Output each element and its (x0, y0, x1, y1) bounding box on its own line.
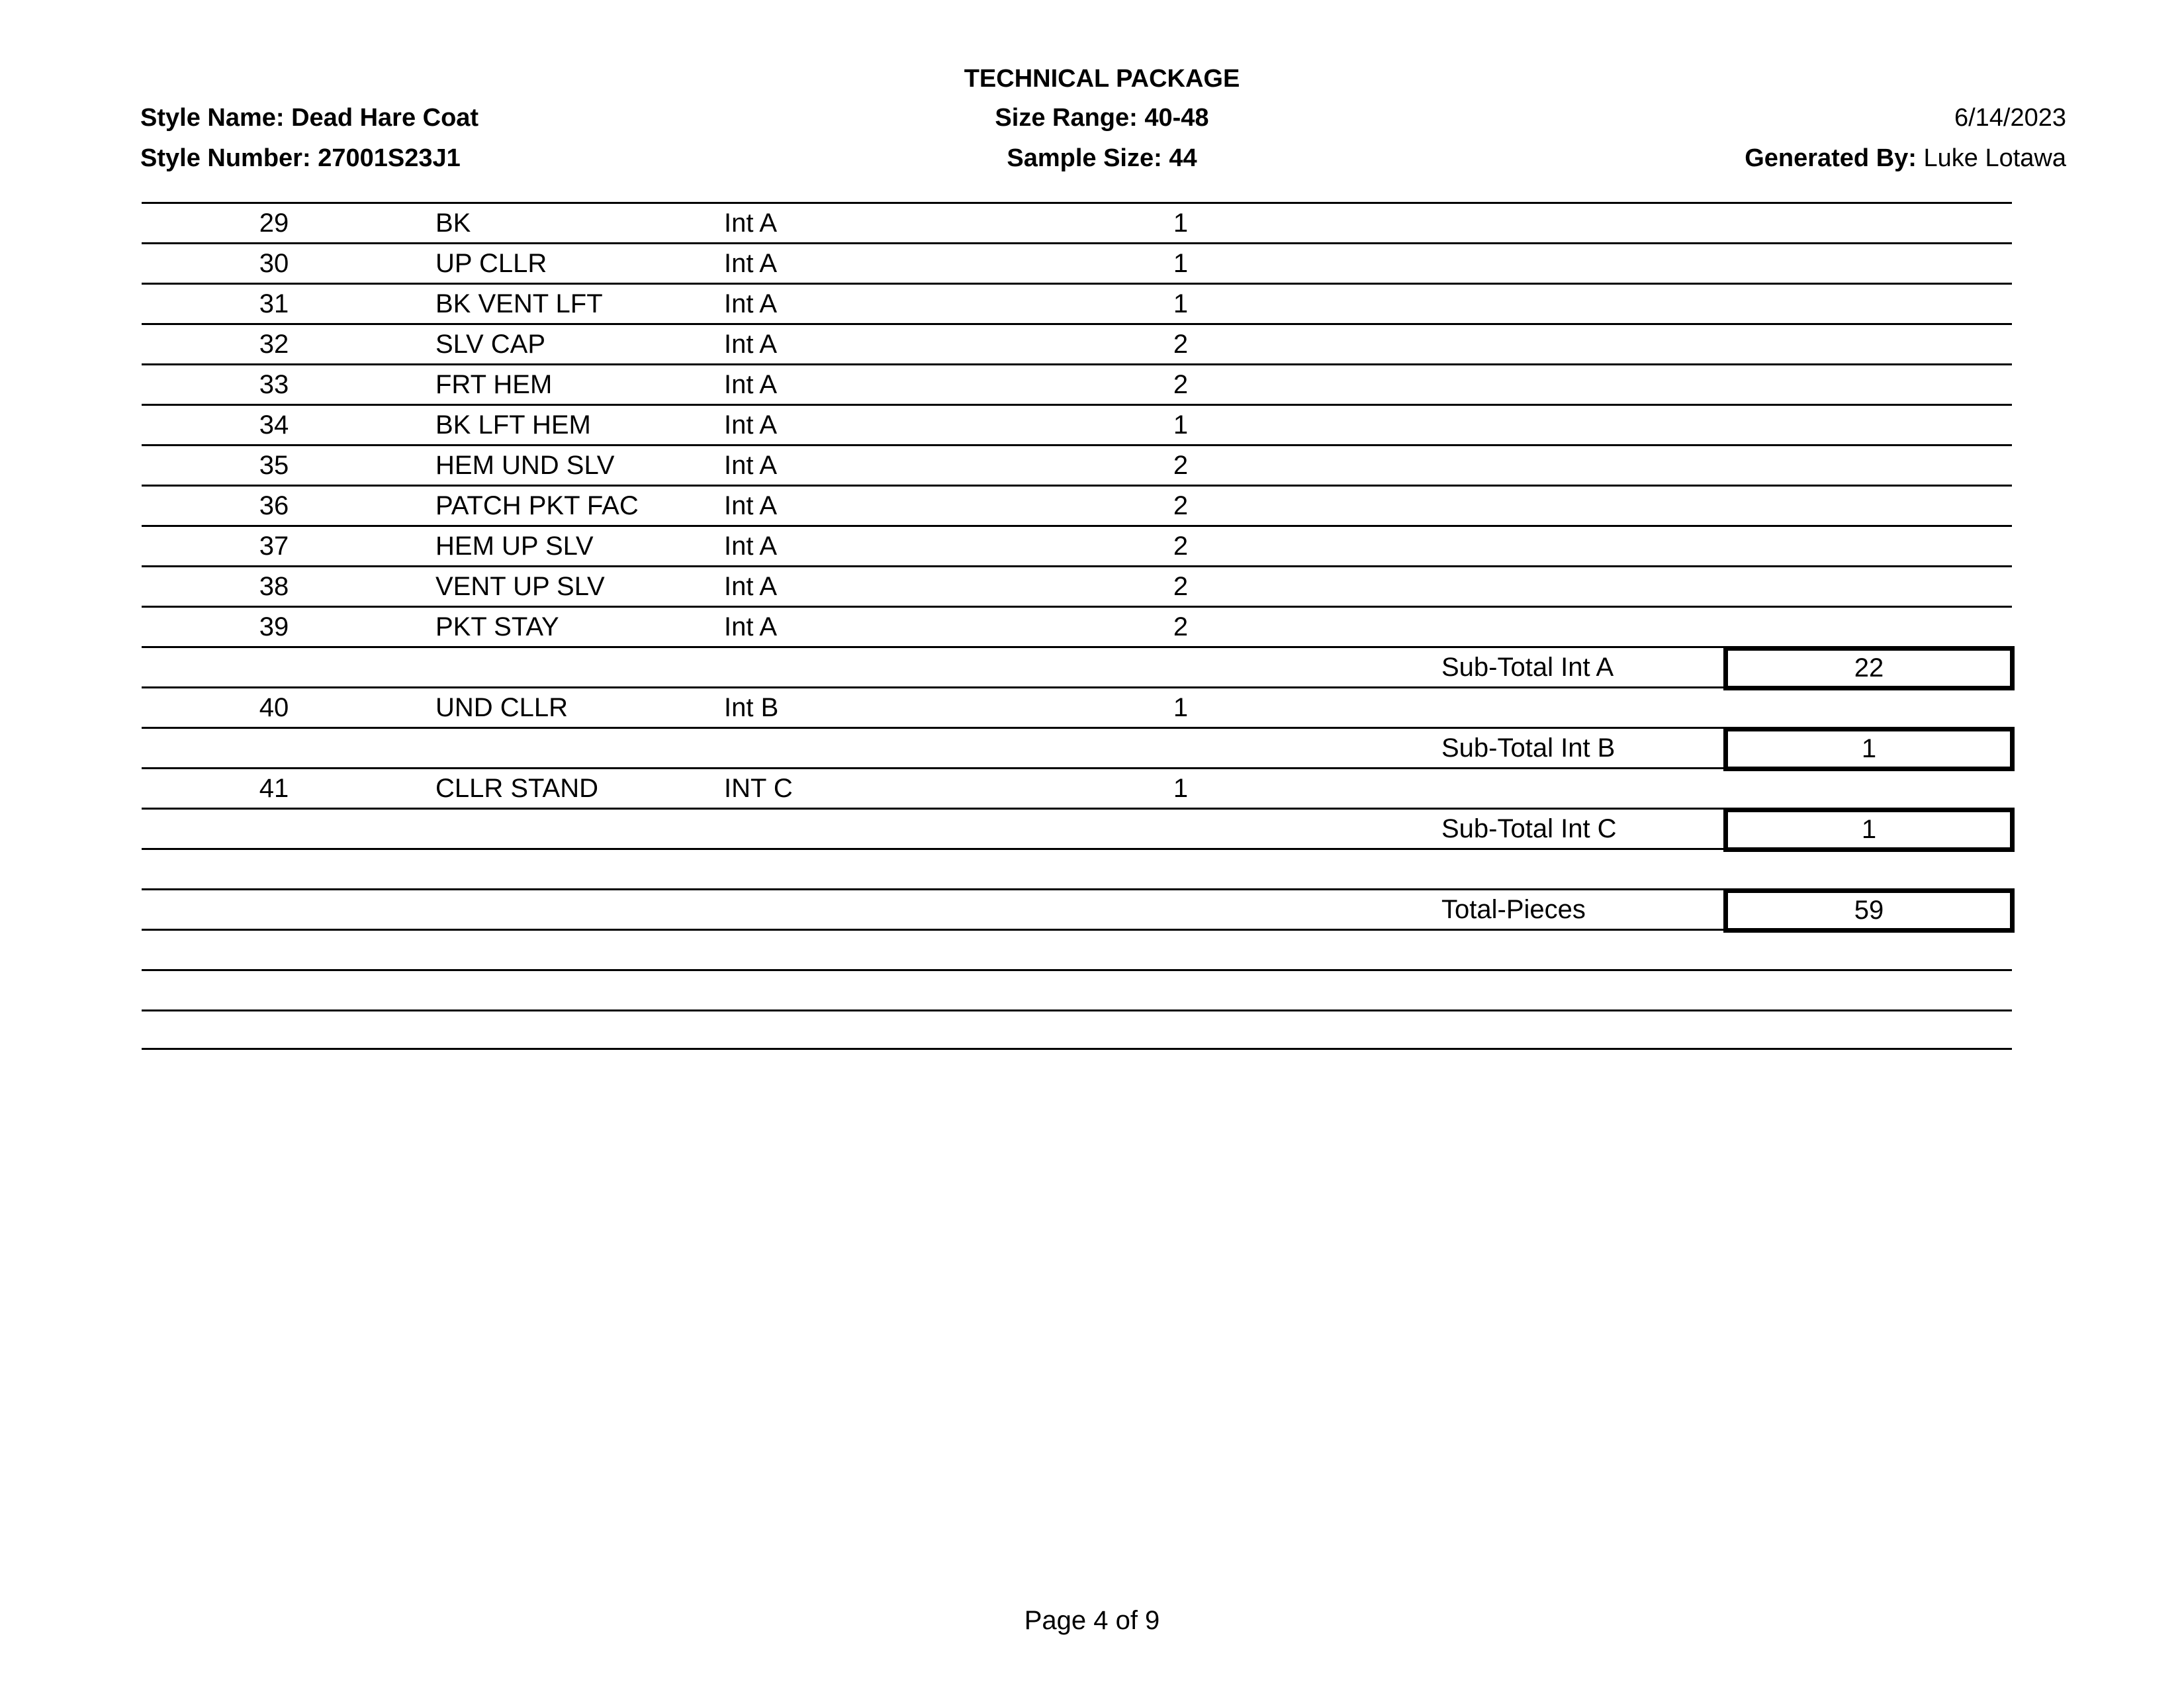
total-row (142, 888, 2012, 929)
table-row (142, 363, 2012, 404)
piece-number: 39 (259, 612, 289, 641)
generated-by-label: Generated By: (1745, 144, 1917, 172)
piece-number: 29 (259, 209, 289, 238)
sample-size-value: 44 (1169, 144, 1197, 172)
pieces-table (142, 202, 2012, 1050)
empty-row (142, 929, 2012, 969)
piece-number: 30 (259, 249, 289, 278)
table-row (142, 202, 2012, 242)
table-row (142, 242, 2012, 283)
piece-number: 34 (259, 410, 289, 440)
piece-material: Int A (724, 451, 778, 480)
piece-material: Int B (724, 693, 779, 722)
table-row (142, 283, 2012, 323)
empty-row (142, 1009, 2012, 1050)
generated-by (1745, 143, 2066, 173)
piece-quantity: 2 (1173, 612, 1189, 641)
piece-material: Int A (724, 249, 778, 278)
piece-quantity: 2 (1173, 330, 1189, 359)
piece-material: Int A (724, 289, 778, 318)
total-value-box: 59 (1723, 888, 2015, 933)
piece-name: SLV CAP (435, 330, 545, 359)
document-title: TECHNICAL PACKAGE (964, 65, 1240, 93)
subtotal-value-box: 22 (1723, 646, 2015, 690)
table-row (142, 525, 2012, 565)
piece-material: Int A (724, 612, 778, 641)
piece-name: UP CLLR (435, 249, 547, 278)
table-row (142, 323, 2012, 363)
style-number-value: 27001S23J1 (318, 144, 461, 172)
piece-quantity: 2 (1173, 532, 1189, 561)
piece-material: Int A (724, 572, 778, 601)
piece-quantity: 2 (1173, 451, 1189, 480)
table-row (142, 485, 2012, 525)
subtotal-label: Sub-Total Int C (1441, 814, 1617, 843)
piece-material: INT C (724, 774, 793, 803)
style-name (140, 103, 478, 133)
sample-size-label: Sample Size: (1007, 144, 1162, 172)
piece-name: PKT STAY (435, 612, 559, 641)
subtotal-row (142, 646, 2012, 686)
piece-name: CLLR STAND (435, 774, 598, 803)
table-row (142, 686, 2012, 727)
piece-name: FRT HEM (435, 370, 553, 399)
piece-name: HEM UND SLV (435, 451, 615, 480)
piece-number: 32 (259, 330, 289, 359)
piece-name: UND CLLR (435, 693, 569, 722)
piece-quantity: 2 (1173, 370, 1189, 399)
subtotal-value-box: 1 (1723, 808, 2015, 852)
table-row (142, 404, 2012, 444)
piece-material: Int A (724, 410, 778, 440)
piece-number: 40 (259, 693, 289, 722)
subtotal-label: Sub-Total Int B (1441, 733, 1615, 763)
style-name-label: Style Name: (140, 104, 285, 132)
piece-number: 38 (259, 572, 289, 601)
size-range-value: 40-48 (1144, 104, 1209, 132)
sample-size (662, 143, 1542, 173)
piece-material: Int A (724, 330, 778, 359)
piece-material: Int A (724, 491, 778, 520)
table-row (142, 606, 2012, 646)
empty-row (142, 848, 2012, 888)
piece-material: Int A (724, 209, 778, 238)
table-row (142, 767, 2012, 808)
total-label: Total-Pieces (1441, 895, 1586, 924)
piece-quantity: 1 (1173, 693, 1189, 722)
piece-name: BK LFT HEM (435, 410, 591, 440)
document-date: 6/14/2023 (1954, 104, 2066, 132)
piece-number: 33 (259, 370, 289, 399)
empty-row (142, 969, 2012, 1009)
style-number-label: Style Number: (140, 144, 311, 172)
piece-quantity: 2 (1173, 572, 1189, 601)
piece-number: 31 (259, 289, 289, 318)
piece-name: VENT UP SLV (435, 572, 605, 601)
piece-quantity: 1 (1173, 249, 1189, 278)
size-range-label: Size Range: (995, 104, 1138, 132)
piece-name: HEM UP SLV (435, 532, 594, 561)
piece-quantity: 1 (1173, 410, 1189, 440)
subtotal-row (142, 808, 2012, 848)
piece-material: Int A (724, 532, 778, 561)
piece-quantity: 2 (1173, 491, 1189, 520)
piece-number: 41 (259, 774, 289, 803)
subtotal-value-box: 1 (1723, 727, 2015, 771)
subtotal-row (142, 727, 2012, 767)
piece-number: 37 (259, 532, 289, 561)
piece-number: 36 (259, 491, 289, 520)
table-row (142, 444, 2012, 485)
piece-quantity: 1 (1173, 774, 1189, 803)
table-row (142, 565, 2012, 606)
piece-material: Int A (724, 370, 778, 399)
piece-quantity: 1 (1173, 209, 1189, 238)
subtotal-label: Sub-Total Int A (1441, 653, 1614, 682)
piece-name: PATCH PKT FAC (435, 491, 639, 520)
piece-quantity: 1 (1173, 289, 1189, 318)
style-number (140, 143, 461, 173)
generated-by-value: Luke Lotawa (1923, 144, 2066, 172)
piece-number: 35 (259, 451, 289, 480)
page-number: Page 4 of 9 (1024, 1606, 1160, 1635)
piece-name: BK (435, 209, 471, 238)
size-range (662, 103, 1542, 133)
piece-name: BK VENT LFT (435, 289, 603, 318)
style-name-value: Dead Hare Coat (291, 104, 479, 132)
